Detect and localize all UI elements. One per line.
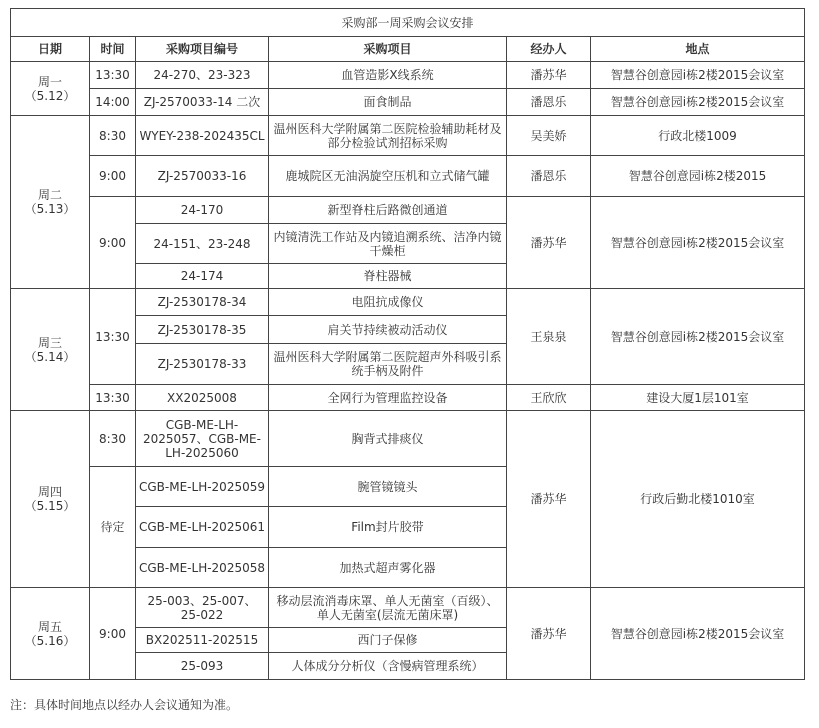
time-cell: 13:30 [90,385,136,411]
table-row [11,156,805,197]
table-row [11,588,805,628]
code-cell: 24-174 [136,264,269,289]
day-cell [11,588,90,680]
project-cell: 肩关节持续被动活动仪 [269,316,507,344]
day-date: （5.14） [24,349,76,364]
header-handler: 经办人 [507,37,591,62]
project-cell: 温州医科大学附属第二医院超声外科吸引系统手柄及附件 [269,344,507,385]
project-cell: 温州医科大学附属第二医院检验辅助耗材及部分检验试剂招标采购 [269,116,507,156]
handler-cell: 潘苏华 [507,197,591,289]
handler-cell: 潘恩乐 [507,156,591,197]
location-cell: 智慧谷创意园i栋2楼2015会议室 [591,588,805,680]
time-cell: 14:00 [90,89,136,116]
handler-cell: 潘苏华 [507,62,591,89]
code-cell: ZJ-2570033-14 二次 [136,89,269,116]
time-cell: 9:00 [90,588,136,680]
time-cell: 13:30 [90,289,136,385]
header-date: 日期 [11,37,90,62]
header-project: 采购项目 [269,37,507,62]
handler-cell: 潘苏华 [507,411,591,588]
code-cell: CGB-ME-LH-2025057、CGB-ME-LH-2025060 [136,411,269,467]
project-cell: 加热式超声雾化器 [269,548,507,588]
code-cell: 24-151、23-248 [136,224,269,264]
project-cell: 内镜清洗工作站及内镜追溯系统、洁净内镜干燥柜 [269,224,507,264]
location-cell: 智慧谷创意园i栋2楼2015会议室 [591,89,805,116]
code-cell: XX2025008 [136,385,269,411]
project-cell: 西门子保修 [269,628,507,653]
header-location: 地点 [591,37,805,62]
handler-cell: 潘恩乐 [507,89,591,116]
day-name: 周四 [37,485,62,499]
location-cell: 智慧谷创意园i栋2楼2015会议室 [591,289,805,385]
header-time: 时间 [90,37,136,62]
time-cell: 待定 [90,467,136,588]
table-row [11,289,805,316]
handler-cell: 王欣欣 [507,385,591,411]
code-cell: ZJ-2570033-16 [136,156,269,197]
project-cell: 脊柱器械 [269,264,507,289]
code-cell: ZJ-2530178-33 [136,344,269,385]
location-cell: 智慧谷创意园i栋2楼2015会议室 [591,62,805,89]
day-name: 周五 [37,619,62,634]
table-title: 采购部一周采购会议安排 [11,9,805,37]
handler-cell: 潘苏华 [507,588,591,680]
location-cell: 建设大厦1层101室 [591,385,805,411]
table-row [11,197,805,224]
day-name: 周二 [37,188,62,202]
location-cell: 行政后勤北楼1010室 [591,411,805,588]
project-cell: 腕管镜镜头 [269,467,507,507]
project-cell: 新型脊柱后路微创通道 [269,197,507,224]
day-date: （5.12） [24,88,76,103]
day-date: （5.13） [24,202,76,216]
code-cell: 24-170 [136,197,269,224]
project-cell: 移动层流消毒床罩、单人无菌室（百级）、单人无菌室(层流无菌床罩) [269,588,507,628]
code-cell: CGB-ME-LH-2025059 [136,467,269,507]
day-cell [11,289,90,411]
footnote: 注：具体时间地点以经办人会议通知为准。 [10,698,239,712]
project-cell: 全网行为管理监控设备 [269,385,507,411]
code-cell: ZJ-2530178-34 [136,289,269,316]
project-cell: 电阻抗成像仪 [269,289,507,316]
table-row [11,385,805,411]
day-cell [11,62,90,116]
time-cell: 9:00 [90,156,136,197]
handler-cell: 吴美娇 [507,116,591,156]
project-cell: 胸背式排痰仪 [269,411,507,467]
code-cell: CGB-ME-LH-2025058 [136,548,269,588]
time-cell: 8:30 [90,411,136,467]
code-cell: CGB-ME-LH-2025061 [136,507,269,548]
project-cell: 鹿城院区无油涡旋空压机和立式储气罐 [269,156,507,197]
project-cell: 面食制品 [269,89,507,116]
code-cell: BX202511-202515 [136,628,269,653]
table-row [11,116,805,156]
time-cell: 9:00 [90,197,136,289]
project-cell: 血管造影X线系统 [269,62,507,89]
time-cell: 13:30 [90,62,136,89]
table-row [11,62,805,89]
location-cell: 智慧谷创意园i栋2楼2015 [591,156,805,197]
day-date: （5.16） [24,633,76,648]
table-row [11,89,805,116]
day-date: （5.15） [24,499,76,513]
project-cell: Film封片胶带 [269,507,507,548]
header-project-code: 采购项目编号 [136,37,269,62]
code-cell: 25-003、25-007、25-022 [136,588,269,628]
day-name: 周一 [37,74,62,89]
meeting-schedule-table [10,8,805,680]
code-cell: 25-093 [136,653,269,680]
day-name: 周三 [37,335,62,350]
code-cell: ZJ-2530178-35 [136,316,269,344]
day-cell [11,411,90,588]
code-cell: WYEY-238-202435CL [136,116,269,156]
location-cell: 智慧谷创意园i栋2楼2015会议室 [591,197,805,289]
handler-cell: 王泉泉 [507,289,591,385]
day-cell [11,116,90,289]
project-cell: 人体成分分析仪（含慢病管理系统） [269,653,507,680]
table-row [11,411,805,467]
time-cell: 8:30 [90,116,136,156]
code-cell: 24-270、23-323 [136,62,269,89]
location-cell: 行政北楼1009 [591,116,805,156]
